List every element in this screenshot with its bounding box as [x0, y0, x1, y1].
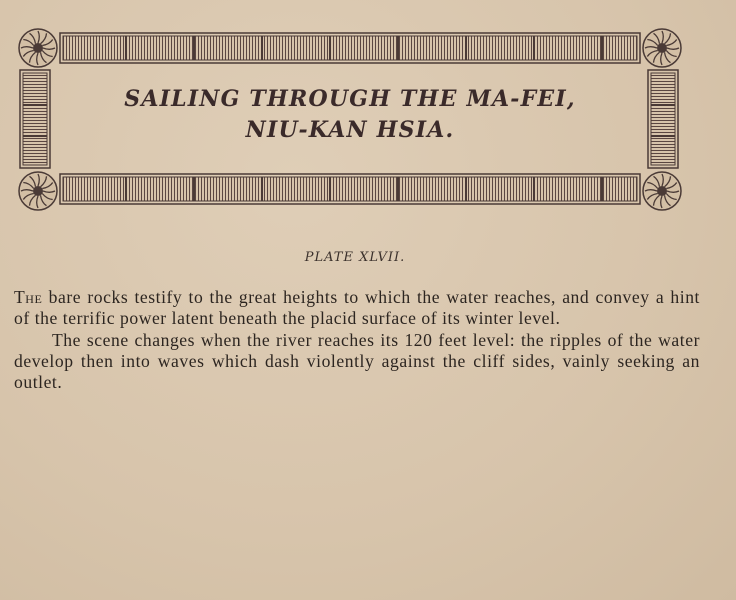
shell-ornament-icon — [643, 29, 681, 67]
shell-ornament-icon — [19, 172, 57, 210]
title-line-1: SAILING THROUGH THE MA-FEI, — [124, 86, 576, 112]
left-border-bar — [20, 70, 50, 168]
plate-description — [14, 287, 700, 393]
paragraph-1-text: bare rocks testify to the great heights to which the water reaches, and convey a hint of the terrific power latent beneath the placid surface of its winter level. — [14, 287, 700, 328]
plate-title — [70, 84, 630, 146]
plate-number: PLATE XLVII. — [304, 250, 406, 265]
shell-ornament-icon — [643, 172, 681, 210]
ornamental-title-frame — [14, 26, 686, 214]
bottom-border-bar — [60, 174, 640, 204]
shell-ornament-icon — [19, 29, 57, 67]
paragraph-1 — [14, 287, 700, 329]
top-border-bar — [60, 33, 640, 63]
title-line-2: NIU-KAN HSIA. — [245, 117, 455, 143]
right-border-bar — [648, 70, 678, 168]
paragraph-1-lead: The — [14, 287, 43, 307]
paragraph-2: The scene changes when the river reaches its 120 feet level: the ripples of the water develop then into waves which dash violently against the cliff sides, vainly seeking an outlet. — [14, 330, 700, 392]
